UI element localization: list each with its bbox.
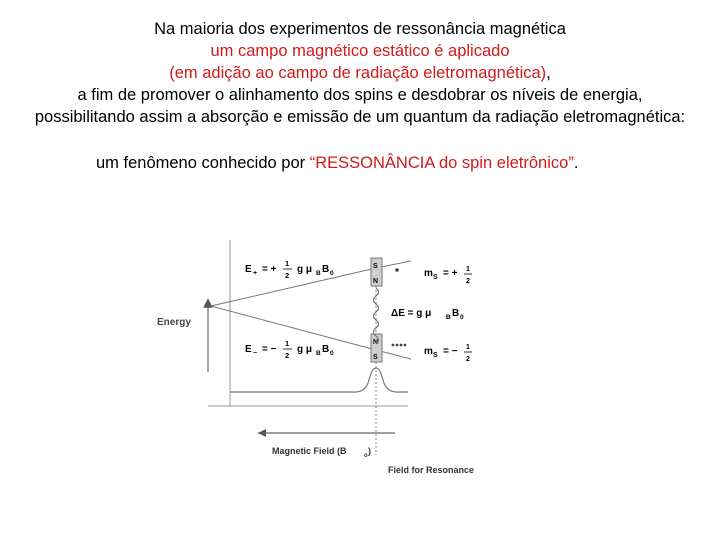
intro-line-2: um campo magnético estático é aplicado: [210, 42, 510, 60]
svg-text:0: 0: [330, 270, 334, 277]
spin-dots-lower: [392, 344, 407, 347]
svg-text:): ): [368, 446, 371, 456]
conclusion-prefix: um fenômeno conhecido por: [96, 154, 310, 172]
intro-line-1: Na maioria dos experimentos de ressonância magnética: [154, 20, 566, 38]
svg-text:1: 1: [285, 339, 290, 348]
intro-line-3-comma: ,: [546, 64, 551, 82]
svg-text:= −: = −: [262, 344, 277, 355]
ms-upper-label: [424, 266, 472, 285]
magnet-upper-bottom: N: [373, 278, 379, 285]
svg-text:o: o: [364, 453, 368, 459]
svg-text:E: E: [245, 264, 252, 275]
svg-text:B: B: [446, 314, 451, 321]
svg-text:m: m: [424, 346, 433, 357]
svg-text:m: m: [424, 268, 433, 279]
spin-dot-upper: [395, 268, 399, 272]
svg-text:0: 0: [330, 350, 334, 357]
svg-text:B: B: [316, 270, 321, 277]
svg-text:1: 1: [285, 259, 290, 268]
svg-text:B: B: [316, 350, 321, 357]
lower-level-label: [245, 339, 334, 360]
lower-level-line: [211, 306, 379, 350]
upper-level-line: [211, 268, 379, 306]
svg-text:= −: = −: [443, 346, 458, 357]
conclusion-highlight: “RESSONÂNCIA do spin eletrônico”: [309, 154, 574, 172]
svg-text:2: 2: [466, 278, 470, 285]
svg-text:g μ: g μ: [297, 344, 313, 355]
svg-text:B: B: [452, 308, 460, 319]
svg-text:2: 2: [285, 351, 290, 360]
svg-text:= +: = +: [262, 264, 277, 275]
svg-text:S: S: [433, 352, 438, 359]
field-axis-arrowhead: [258, 429, 266, 437]
svg-text:−: −: [253, 350, 258, 357]
svg-text:2: 2: [285, 271, 290, 280]
svg-text:1: 1: [466, 344, 470, 351]
svg-text:ΔE = g μ: ΔE = g μ: [391, 308, 432, 319]
energy-axis-label: Energy: [157, 317, 191, 328]
conclusion-suffix: .: [573, 154, 579, 172]
svg-text:Magnetic Field (B: Magnetic Field (B: [272, 446, 347, 456]
svg-text:B: B: [322, 264, 330, 275]
absorption-peak-curve: [230, 368, 408, 392]
intro-line-5: possibilitando assim a absorção e emissão de um quantum da radiação eletromagnética:: [34, 108, 686, 126]
magnet-lower-top: N: [373, 339, 379, 346]
svg-text:+: +: [253, 270, 258, 277]
delta-e-label: [391, 308, 464, 321]
intro-line-4: a fim de promover o alinhamento dos spins e desdobrar os níveis de energia,: [77, 86, 643, 104]
svg-text:1: 1: [466, 266, 470, 273]
svg-text:B: B: [322, 344, 330, 355]
intro-line-3-red: (em adição ao campo de radiação eletromagnética): [169, 64, 547, 82]
magnet-lower-bottom: S: [373, 354, 378, 361]
resonance-field-label: Field for Resonance: [388, 465, 475, 475]
svg-text:= +: = +: [443, 268, 458, 279]
field-axis-label: [272, 446, 371, 459]
svg-text:0: 0: [460, 314, 464, 321]
svg-text:S: S: [433, 274, 438, 281]
svg-text:2: 2: [466, 356, 470, 363]
svg-text:g μ: g μ: [297, 264, 313, 275]
ms-lower-label: [424, 344, 472, 363]
svg-text:E: E: [245, 344, 252, 355]
upper-level-label: [245, 259, 334, 280]
magnet-upper-top: S: [373, 263, 378, 270]
